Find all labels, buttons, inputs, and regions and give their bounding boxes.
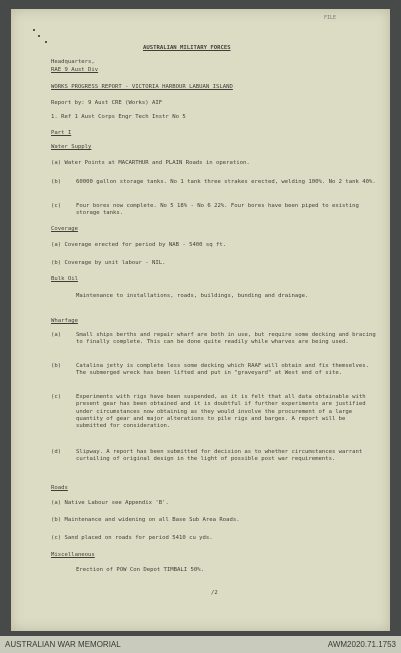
roads-item-c: (c) Sand placed on roads for period 5410 cu yds. — [51, 535, 213, 541]
misc-heading: Miscellaneous — [51, 552, 95, 558]
corner-note: FILE — [324, 15, 337, 21]
coverage-heading: Coverage — [51, 226, 78, 232]
bulk-oil-text: Maintenance to installations, roads, buildings, bunding and drainage. — [76, 293, 309, 299]
part-heading: Part I — [51, 130, 72, 136]
wharfage-item-b-label: (b) — [51, 363, 62, 369]
roads-item-a: (a) Native Labour see Appendix 'B'. — [51, 500, 169, 506]
wharfage-item-d-label: (d) — [51, 449, 62, 455]
wharfage-item-b: Catalina jetty is complete less some decking which RAAF will obtain and fix themselves. The submerged wreck has been lifted and put in "graveyard" at West end of site. — [76, 363, 369, 377]
subject-line: WORKS PROGRESS REPORT - VICTORIA HARBOUR LABUAN ISLAND — [51, 84, 233, 90]
roads-heading: Roads — [51, 485, 68, 491]
hq-line-1: Headquarters, — [51, 59, 95, 65]
water-item-b: 60000 gallon storage tanks. No 1 tank three strakes erected, welding 100%. No 2 tank 40%. — [76, 179, 376, 185]
reference-line: 1. Ref 1 Aust Corps Engr Tech Instr No 5 — [51, 114, 186, 120]
wharfage-item-c: Experiments with rigs have been suspended, as it is felt that all data obtainable with present gear has been obtained and it is doubtful if further experiments are justified under circumstances now obtaining as they would involve the procurement of a large quantity of gear and major alterations to pile rigs and barges. A report will be submitted for consideration. — [76, 394, 366, 430]
ink-mark — [38, 35, 40, 37]
wharfage-heading: Wharfage — [51, 318, 78, 324]
coverage-item-b: (b) Coverage by unit labour - NIL. — [51, 260, 166, 266]
ink-mark — [45, 41, 47, 43]
water-item-c-label: (c) — [51, 203, 62, 209]
water-item-a: (a) Water Points at MACARTHUR and PLAIN Roads in operation. — [51, 160, 250, 166]
wharfage-item-a-label: (a) — [51, 332, 62, 338]
wharfage-item-d: Slipway. A report has been submitted for decision as to whether circumstances warrant curtailing of original design in the light of possible post war requirements. — [76, 449, 363, 463]
wharfage-item-c-label: (c) — [51, 394, 62, 400]
page-continuation: /2 — [211, 590, 218, 596]
coverage-item-a: (a) Coverage erected for period by NAB - 5400 sq ft. — [51, 242, 227, 248]
document-page — [11, 9, 390, 631]
water-heading: Water Supply — [51, 144, 92, 150]
water-item-b-label: (b) — [51, 179, 62, 185]
misc-text: Erection of POW Con Depot TIMBALI 50%. — [76, 567, 204, 573]
ink-mark — [33, 29, 35, 31]
footer-source: AUSTRALIAN WAR MEMORIAL — [5, 640, 121, 649]
wharfage-item-a: Small ships berths and repair wharf are both in use, but require some decking and bracing to finally complete. This can be done quite readily while wharves are being used. — [76, 332, 376, 346]
hq-line-2: RAE 9 Aust Div — [51, 67, 99, 73]
doc-title: AUSTRALIAN MILITARY FORCES — [143, 45, 231, 51]
water-item-c: Four bores now complete. No 5 18% - No 6 22%. Four bores have been piped to existing storage tanks. — [76, 203, 359, 217]
footer-accession: AWM2020.71.1753 — [327, 640, 396, 649]
bulk-oil-heading: Bulk Oil — [51, 276, 78, 282]
roads-item-b: (b) Maintenance and widening on all Base Sub Area Roads. — [51, 517, 240, 523]
report-by: Report by: 9 Aust CRE (Works) AIF — [51, 100, 163, 106]
